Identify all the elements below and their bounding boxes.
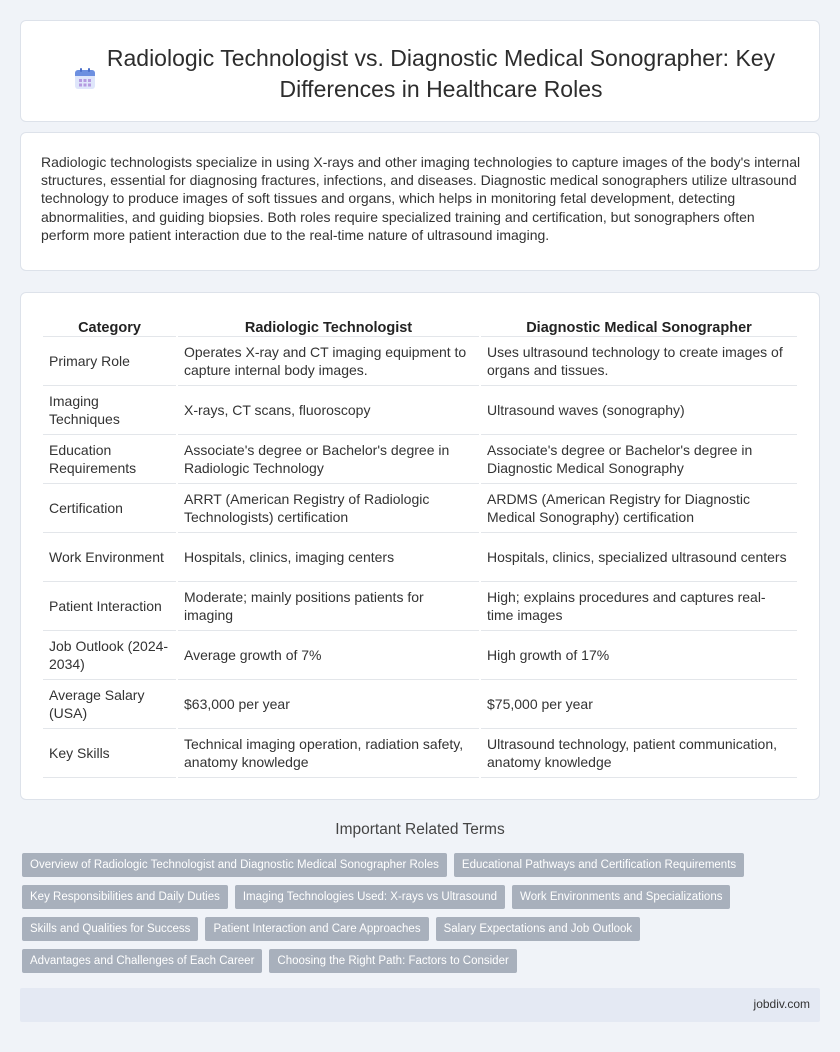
related-term-tag[interactable]: Imaging Technologies Used: X-rays vs Ultrasound	[235, 885, 505, 909]
radiologic-cell: ARRT (American Registry of Radiologic Technologists) certification	[178, 484, 479, 533]
footer	[20, 988, 820, 1022]
sonographer-cell: Associate's degree or Bachelor's degree in Diagnostic Medical Sonography	[481, 435, 797, 484]
related-term-tag[interactable]: Key Responsibilities and Daily Duties	[22, 885, 228, 909]
column-header: Diagnostic Medical Sonographer	[481, 315, 797, 337]
related-term-tag[interactable]: Patient Interaction and Care Approaches	[205, 917, 428, 941]
table-row	[43, 435, 797, 484]
category-cell: Education Requirements	[43, 435, 176, 484]
category-cell: Job Outlook (2024-2034)	[43, 631, 176, 680]
sonographer-cell: Hospitals, clinics, specialized ultrasound centers	[481, 533, 797, 582]
table-row	[43, 484, 797, 533]
table-row	[43, 337, 797, 386]
radiologic-cell: Operates X-ray and CT imaging equipment to capture internal body images.	[178, 337, 479, 386]
sonographer-cell: High growth of 17%	[481, 631, 797, 680]
related-term-tag[interactable]: Educational Pathways and Certification Requirements	[454, 853, 744, 877]
table-row	[43, 680, 797, 729]
related-term-tag[interactable]: Work Environments and Specializations	[512, 885, 730, 909]
sonographer-cell: Uses ultrasound technology to create images of organs and tissues.	[481, 337, 797, 386]
radiologic-cell: X-rays, CT scans, fluoroscopy	[178, 386, 479, 435]
intro-text: Radiologic technologists specialize in using X-rays and other imaging technologies to capture images of the body's internal structures, essential for diagnosing fractures, infections, and diseases. Diagnostic medical sonographers utilize ultrasound technology to produce images of soft tissues and organs, which helps in monitoring fetal development, detecting abnormalities, and guiding biopsies. Both roles require specialized training and certification, but sonographers often perform more patient interaction due to the real-time nature of ultrasound imaging.	[41, 154, 801, 243]
related-terms-title: Important Related Terms	[335, 821, 505, 838]
sonographer-cell: $75,000 per year	[481, 680, 797, 729]
related-term-tag[interactable]: Advantages and Challenges of Each Career	[22, 949, 262, 973]
comparison-card	[20, 292, 820, 800]
table-row	[43, 533, 797, 582]
category-cell: Work Environment	[43, 533, 176, 582]
related-terms-list	[22, 853, 812, 973]
comparison-table	[41, 315, 799, 778]
radiologic-cell: $63,000 per year	[178, 680, 479, 729]
page-title: Radiologic Technologist vs. Diagnostic Medical Sonographer: Key Differences in Healthcare Roles	[106, 45, 776, 102]
related-term-tag[interactable]: Salary Expectations and Job Outlook	[436, 917, 641, 941]
header-card	[20, 20, 820, 122]
related-term-tag[interactable]: Skills and Qualities for Success	[22, 917, 198, 941]
column-header: Radiologic Technologist	[178, 315, 479, 337]
sonographer-cell: High; explains procedures and captures real-time images	[481, 582, 797, 631]
radiologic-cell: Technical imaging operation, radiation safety, anatomy knowledge	[178, 729, 479, 778]
related-term-tag[interactable]: Overview of Radiologic Technologist and Diagnostic Medical Sonographer Roles	[22, 853, 447, 877]
table-row	[43, 631, 797, 680]
category-cell: Average Salary (USA)	[43, 680, 176, 729]
radiologic-cell: Average growth of 7%	[178, 631, 479, 680]
radiologic-cell: Hospitals, clinics, imaging centers	[178, 533, 479, 582]
sonographer-cell: Ultrasound waves (sonography)	[481, 386, 797, 435]
table-row	[43, 729, 797, 778]
intro-card	[20, 132, 820, 271]
category-cell: Imaging Techniques	[43, 386, 176, 435]
footer-site-link[interactable]: jobdiv.com	[753, 997, 810, 1011]
table-row	[43, 386, 797, 435]
related-term-tag[interactable]: Choosing the Right Path: Factors to Consider	[269, 949, 516, 973]
table-header-row	[43, 315, 797, 337]
radiologic-cell: Moderate; mainly positions patients for imaging	[178, 582, 479, 631]
category-cell: Certification	[43, 484, 176, 533]
sonographer-cell: ARDMS (American Registry for Diagnostic Medical Sonography) certification	[481, 484, 797, 533]
category-cell: Primary Role	[43, 337, 176, 386]
column-header: Category	[43, 315, 176, 337]
sonographer-cell: Ultrasound technology, patient communication, anatomy knowledge	[481, 729, 797, 778]
table-row	[43, 582, 797, 631]
category-cell: Patient Interaction	[43, 582, 176, 631]
category-cell: Key Skills	[43, 729, 176, 778]
radiologic-cell: Associate's degree or Bachelor's degree in Radiologic Technology	[178, 435, 479, 484]
